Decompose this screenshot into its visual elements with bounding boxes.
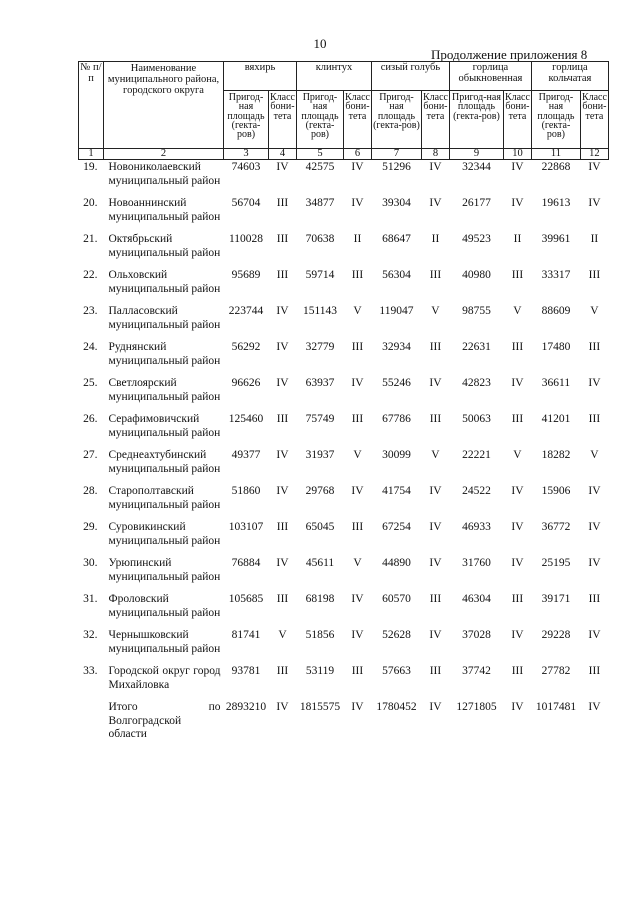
class-value: III — [588, 341, 601, 353]
class-value: III — [276, 269, 289, 281]
area-value: 29228 — [541, 629, 571, 641]
header-class: Класс бони-тета — [343, 91, 371, 149]
district-name: Суровикинский муниципальный район — [108, 521, 221, 547]
area-value: 59714 — [305, 269, 335, 281]
class-value: IV — [429, 485, 442, 497]
class-value: V — [513, 449, 522, 461]
area-value: 56304 — [382, 269, 411, 281]
area-value: 39961 — [541, 233, 571, 245]
table-row — [79, 269, 609, 305]
area-value: 39304 — [382, 197, 411, 209]
class-value: III — [429, 341, 442, 353]
area-value: 56704 — [231, 197, 261, 209]
total-area-value: 1017481 — [535, 701, 577, 713]
class-value: V — [353, 557, 362, 569]
area-value: 49523 — [462, 233, 491, 245]
hunting-grounds-table — [78, 61, 609, 742]
column-index: 1 — [79, 149, 104, 160]
area-value: 31937 — [305, 449, 335, 461]
row-number: 27. — [83, 449, 98, 461]
area-value: 33317 — [541, 269, 571, 281]
area-value: 37742 — [462, 665, 491, 677]
district-name: Старополтавский муниципальный район — [108, 485, 221, 511]
district-name: Урюпинский муниципальный район — [108, 557, 221, 583]
area-value: 103107 — [228, 521, 264, 533]
district-name: Светлоярский муниципальный район — [108, 377, 221, 403]
area-value: 110028 — [228, 233, 264, 245]
class-value: III — [276, 197, 289, 209]
class-value: III — [351, 521, 364, 533]
area-value: 105685 — [228, 593, 264, 605]
class-value: III — [351, 341, 364, 353]
class-value: IV — [276, 485, 289, 497]
column-index: 11 — [531, 149, 580, 160]
total-class-value: IV — [276, 701, 289, 713]
area-value: 50063 — [462, 413, 491, 425]
area-value: 67786 — [382, 413, 411, 425]
area-value: 125460 — [228, 413, 264, 425]
class-value: IV — [276, 305, 289, 317]
total-row — [79, 701, 609, 742]
area-value: 46933 — [462, 521, 491, 533]
area-value: 51860 — [231, 485, 261, 497]
header-class: Класс бони-тета — [269, 91, 297, 149]
row-number: 29. — [83, 521, 98, 533]
total-class-value: IV — [429, 701, 442, 713]
class-value: III — [511, 665, 524, 677]
area-value: 95689 — [231, 269, 261, 281]
area-value: 151143 — [302, 305, 338, 317]
area-value: 22631 — [462, 341, 491, 353]
column-index: 8 — [421, 149, 449, 160]
area-value: 45611 — [305, 557, 335, 569]
table-row — [79, 233, 609, 269]
class-value: IV — [511, 197, 524, 209]
area-value: 68198 — [305, 593, 335, 605]
table-row — [79, 629, 609, 665]
area-value: 74603 — [231, 161, 261, 173]
area-value: 42575 — [305, 161, 335, 173]
area-value: 56292 — [231, 341, 261, 353]
area-value: 15906 — [541, 485, 571, 497]
class-value: V — [353, 449, 362, 461]
class-value: III — [588, 593, 601, 605]
class-value: V — [590, 449, 599, 461]
area-value: 27782 — [541, 665, 571, 677]
row-number: 22. — [83, 269, 98, 281]
district-name: Палласовский муниципальный район — [108, 305, 221, 331]
class-value: III — [511, 269, 524, 281]
class-value: IV — [429, 161, 442, 173]
area-value: 36772 — [541, 521, 571, 533]
area-value: 22221 — [462, 449, 491, 461]
class-value: III — [276, 521, 289, 533]
district-name: Чернышковский муниципальный район — [108, 629, 221, 655]
class-value: IV — [276, 377, 289, 389]
class-value: III — [588, 665, 601, 677]
class-value: IV — [429, 377, 442, 389]
header-species-wood-pigeon: вяхирь — [224, 62, 297, 91]
header-species-rock-dove: сизый голубь — [371, 62, 449, 91]
class-value: IV — [351, 161, 364, 173]
row-number: 31. — [83, 593, 98, 605]
row-number: 26. — [83, 413, 98, 425]
class-value: IV — [588, 197, 601, 209]
header-district-name: Наименование муниципального района, городского округа — [104, 62, 224, 149]
row-number: 30. — [83, 557, 98, 569]
row-number: 32. — [83, 629, 98, 641]
district-name: Ольховский муниципальный район — [108, 269, 221, 295]
area-value: 32779 — [305, 341, 335, 353]
area-value: 63937 — [305, 377, 335, 389]
area-value: 41754 — [382, 485, 411, 497]
header-number: № п/п — [79, 62, 104, 149]
class-value: III — [429, 665, 442, 677]
header-area: Пригод-ная площадь (гекта-ров) — [296, 91, 343, 149]
area-value: 119047 — [379, 305, 414, 317]
class-value: V — [590, 305, 599, 317]
area-value: 25195 — [541, 557, 571, 569]
class-value: II — [513, 233, 522, 245]
total-class-value: IV — [351, 701, 364, 713]
class-value: III — [511, 413, 524, 425]
class-value: IV — [276, 557, 289, 569]
row-number: 20. — [83, 197, 98, 209]
class-value: IV — [351, 629, 364, 641]
area-value: 31760 — [462, 557, 491, 569]
table-row — [79, 305, 609, 341]
row-number: 19. — [83, 161, 98, 173]
class-value: IV — [511, 161, 524, 173]
area-value: 39171 — [541, 593, 571, 605]
total-class-value: IV — [588, 701, 601, 713]
area-value: 55246 — [382, 377, 411, 389]
area-value: 22868 — [541, 161, 571, 173]
class-value: IV — [351, 197, 364, 209]
class-value: IV — [351, 377, 364, 389]
area-value: 32934 — [382, 341, 411, 353]
page-number: 10 — [313, 36, 327, 51]
table-row — [79, 341, 609, 377]
class-value: III — [511, 341, 524, 353]
column-index: 5 — [296, 149, 343, 160]
header-species-stock-dove: клинтух — [296, 62, 371, 91]
column-index: 3 — [224, 149, 269, 160]
class-value: IV — [588, 377, 601, 389]
class-value: V — [278, 629, 287, 641]
area-value: 75749 — [305, 413, 335, 425]
table-row — [79, 413, 609, 449]
district-name: Новоаннинский муниципальный район — [108, 197, 221, 223]
table-row — [79, 449, 609, 485]
column-index: 12 — [580, 149, 608, 160]
class-value: III — [351, 413, 364, 425]
row-number: 23. — [83, 305, 98, 317]
area-value: 41201 — [541, 413, 571, 425]
class-value: III — [276, 665, 289, 677]
class-value: IV — [511, 377, 524, 389]
class-value: IV — [351, 485, 364, 497]
class-value: III — [351, 665, 364, 677]
area-value: 37028 — [462, 629, 491, 641]
district-name: Городской округ город Михайловка — [108, 665, 221, 691]
class-value: IV — [276, 161, 289, 173]
class-value: V — [353, 305, 362, 317]
area-value: 70638 — [305, 233, 335, 245]
class-value: IV — [511, 485, 524, 497]
column-index: 10 — [503, 149, 531, 160]
total-number — [79, 701, 104, 742]
class-value: III — [588, 269, 601, 281]
total-class-value: IV — [511, 701, 524, 713]
class-value: IV — [588, 557, 601, 569]
area-value: 51856 — [305, 629, 335, 641]
district-name: Новониколаевский муниципальный район — [108, 161, 221, 187]
area-value: 223744 — [228, 305, 264, 317]
area-value: 98755 — [462, 305, 491, 317]
area-value: 96626 — [231, 377, 261, 389]
district-name: Фроловский муниципальный район — [108, 593, 221, 619]
header-area: Пригод-ная площадь (гекта-ров) — [449, 91, 503, 149]
area-value: 76884 — [231, 557, 261, 569]
class-value: IV — [429, 557, 442, 569]
header-class: Класс бони-тета — [421, 91, 449, 149]
class-value: III — [276, 593, 289, 605]
header-class: Класс бони-тета — [580, 91, 608, 149]
class-value: IV — [276, 341, 289, 353]
area-value: 57663 — [382, 665, 411, 677]
row-number: 25. — [83, 377, 98, 389]
class-value: IV — [588, 161, 601, 173]
column-index: 9 — [449, 149, 503, 160]
area-value: 49377 — [231, 449, 261, 461]
header-area: Пригод-ная площадь (гекта-ров) — [224, 91, 269, 149]
area-value: 53119 — [305, 665, 335, 677]
area-value: 40980 — [462, 269, 491, 281]
class-value: IV — [511, 629, 524, 641]
area-value: 19613 — [541, 197, 571, 209]
total-area-value: 2893210 — [225, 701, 267, 713]
header-species-turtle-dove: горлица обыкновенная — [449, 62, 531, 91]
class-value: III — [276, 413, 289, 425]
area-value: 68647 — [382, 233, 411, 245]
area-value: 67254 — [382, 521, 411, 533]
district-name: Октябрьский муниципальный район — [108, 233, 221, 259]
class-value: V — [513, 305, 522, 317]
class-value: III — [429, 413, 442, 425]
column-index: 6 — [343, 149, 371, 160]
class-value: IV — [351, 593, 364, 605]
area-value: 65045 — [305, 521, 335, 533]
area-value: 51296 — [382, 161, 411, 173]
area-value: 81741 — [231, 629, 261, 641]
area-value: 30099 — [382, 449, 411, 461]
header-area: Пригод-ная площадь (гекта-ров) — [531, 91, 580, 149]
table-row — [79, 197, 609, 233]
total-area-value: 1780452 — [376, 701, 417, 713]
row-number: 24. — [83, 341, 98, 353]
area-value: 52628 — [382, 629, 411, 641]
table-row — [79, 557, 609, 593]
area-value: 17480 — [541, 341, 571, 353]
header-class: Класс бони-тета — [503, 91, 531, 149]
continuation-heading: Продолжение приложения 8 — [431, 47, 588, 62]
total-name: Итого по Волгоградской области — [108, 701, 221, 740]
area-value: 18282 — [541, 449, 571, 461]
column-index: 2 — [104, 149, 224, 160]
class-value: IV — [429, 521, 442, 533]
area-value: 44890 — [382, 557, 411, 569]
table-row — [79, 593, 609, 629]
class-value: III — [511, 593, 524, 605]
area-value: 60570 — [382, 593, 411, 605]
class-value: IV — [276, 449, 289, 461]
area-value: 93781 — [231, 665, 261, 677]
class-value: IV — [511, 521, 524, 533]
table-row — [79, 485, 609, 521]
area-value: 34877 — [305, 197, 335, 209]
class-value: IV — [588, 629, 601, 641]
class-value: IV — [429, 629, 442, 641]
area-value: 42823 — [462, 377, 491, 389]
class-value: III — [588, 413, 601, 425]
class-value: IV — [588, 485, 601, 497]
class-value: III — [276, 233, 289, 245]
district-name: Руднянский муниципальный район — [108, 341, 221, 367]
table-row — [79, 377, 609, 413]
table-row — [79, 521, 609, 557]
class-value: IV — [511, 557, 524, 569]
area-value: 26177 — [462, 197, 491, 209]
table-row — [79, 665, 609, 701]
class-value: V — [431, 449, 440, 461]
row-number: 33. — [83, 665, 98, 677]
area-value: 29768 — [305, 485, 335, 497]
column-index: 4 — [269, 149, 297, 160]
header-species-collared-dove: горлица кольчатая — [531, 62, 608, 91]
header-area: Пригод-ная площадь (гекта-ров) — [371, 91, 421, 149]
row-number: 21. — [83, 233, 98, 245]
class-value: V — [431, 305, 440, 317]
total-area-value: 1815575 — [299, 701, 341, 713]
total-area-value: 1271805 — [456, 701, 497, 713]
row-number: 28. — [83, 485, 98, 497]
area-value: 36611 — [541, 377, 571, 389]
class-value: II — [590, 233, 599, 245]
area-value: 24522 — [462, 485, 491, 497]
class-value: IV — [429, 197, 442, 209]
area-value: 32344 — [462, 161, 491, 173]
area-value: 88609 — [541, 305, 571, 317]
column-index: 7 — [371, 149, 421, 160]
class-value: III — [429, 269, 442, 281]
class-value: III — [429, 593, 442, 605]
class-value: IV — [588, 521, 601, 533]
district-name: Среднеахтубинский муниципальный район — [108, 449, 221, 475]
class-value: III — [351, 269, 364, 281]
district-name: Серафимовичский муниципальный район — [108, 413, 221, 439]
class-value: II — [353, 233, 362, 245]
table-row — [79, 161, 609, 197]
class-value: II — [431, 233, 440, 245]
area-value: 46304 — [462, 593, 491, 605]
